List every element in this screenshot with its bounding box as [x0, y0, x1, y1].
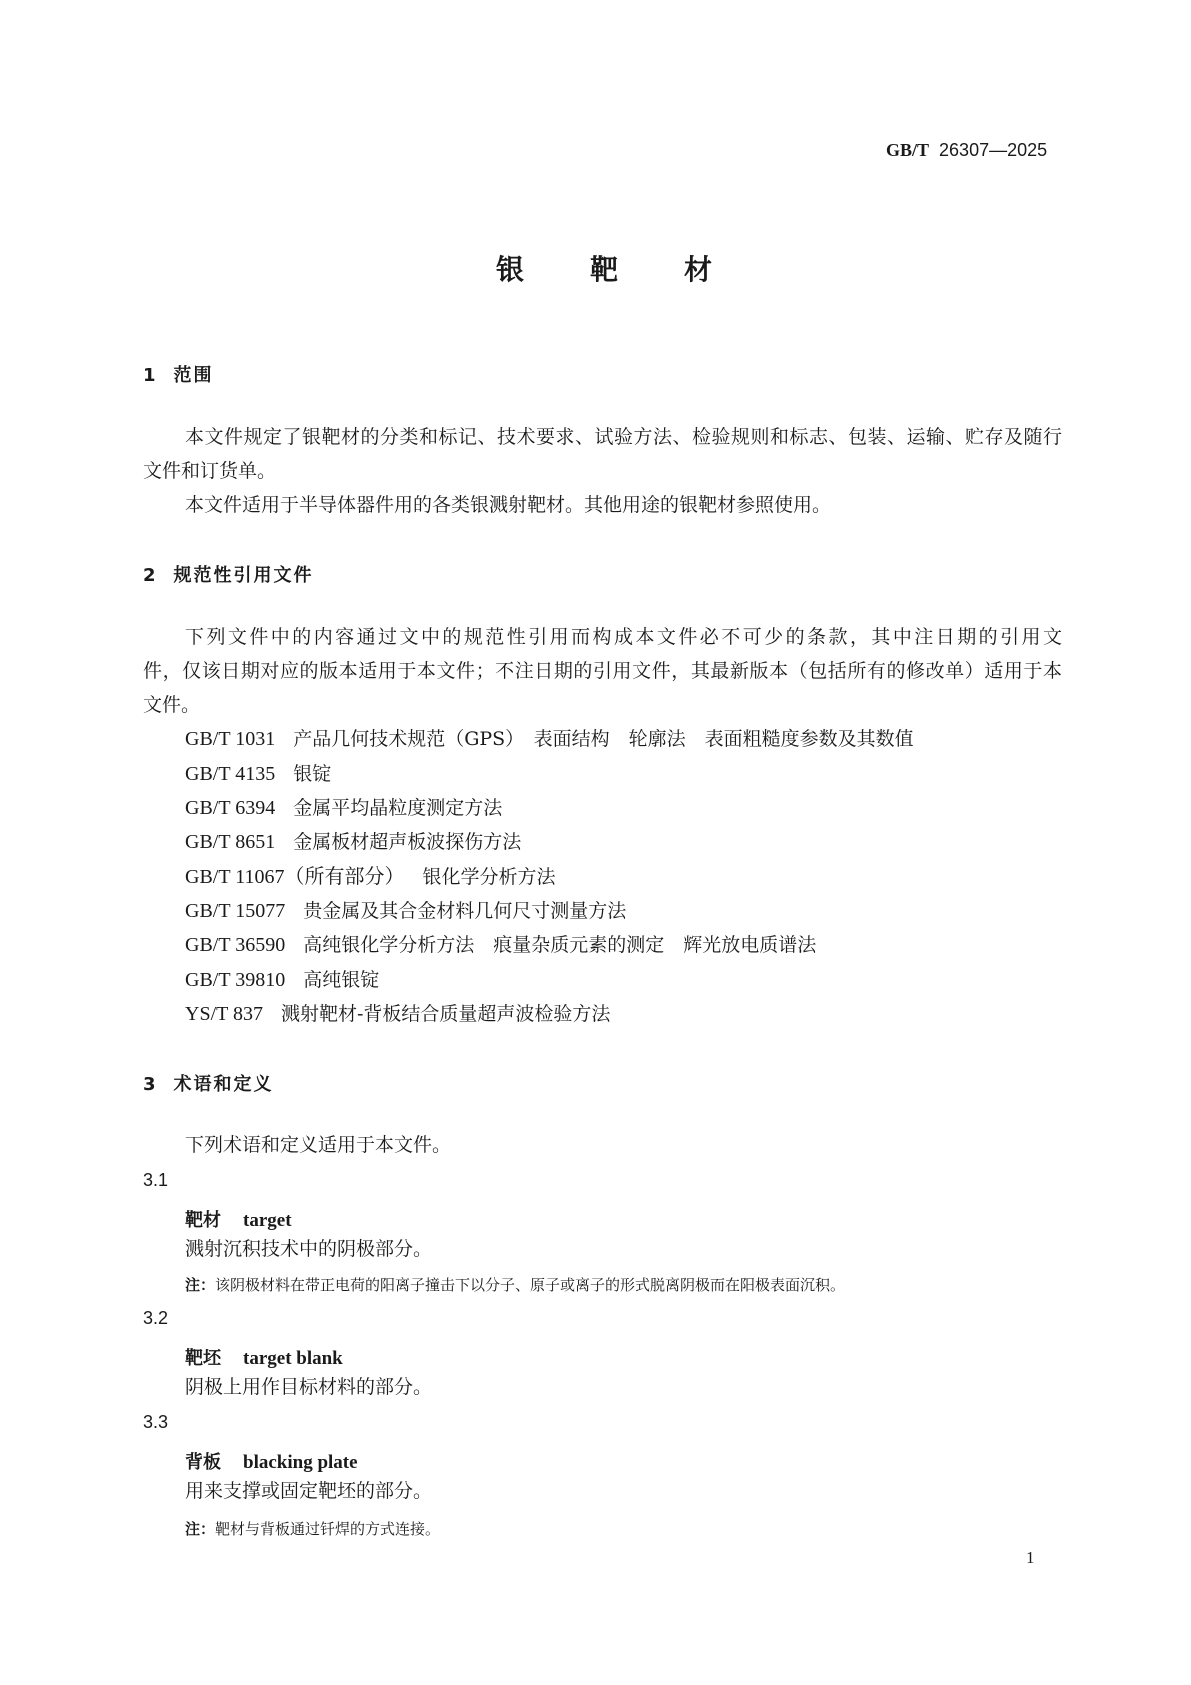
note-text: 该阴极材料在带正电荷的阳离子撞击下以分子、原子或离子的形式脱离阴极而在阳极表面沉积。	[215, 1276, 846, 1294]
paragraph-line: 下列术语和定义适用于本文件。	[185, 1134, 452, 1156]
reference-code: GB/T 6394	[185, 797, 276, 819]
term-definition: 阴极上用作目标材料的部分。	[185, 1376, 433, 1398]
reference-item	[185, 762, 331, 786]
term-note	[185, 1274, 845, 1295]
reference-code: GB/T 8651	[185, 831, 276, 853]
term-heading	[185, 1448, 358, 1474]
term-definition: 用来支撑或固定靶坯的部分。	[185, 1480, 433, 1502]
section-heading-normative-references	[143, 561, 314, 587]
reference-item	[185, 796, 502, 820]
reference-title: 金属板材超声板波探伤方法	[293, 831, 522, 853]
reference-item	[185, 933, 816, 957]
section-heading-terms	[143, 1070, 274, 1096]
reference-title: 高纯银锭	[303, 969, 380, 991]
paragraph-line: 本文件适用于半导体器件用的各类银溅射靶材。其他用途的银靶材参照使用。	[185, 494, 832, 516]
reference-code: YS/T 837	[185, 1003, 263, 1025]
reference-title: 金属平均晶粒度测定方法	[293, 797, 503, 819]
doc-title-char: 银	[496, 253, 525, 286]
paragraph-line: 下列文件中的内容通过文中的规范性引用而构成本文件必不可少的条款，其中注日期的引用文	[185, 626, 1062, 648]
page-number: 1	[1026, 1548, 1035, 1567]
reference-item	[185, 865, 555, 889]
reference-title: 产品几何技术规范（GPS） 表面结构 轮廓法 表面粗糙度参数及其数值	[293, 728, 914, 750]
section-number: 3	[143, 1074, 156, 1095]
reference-code: GB/T 4135	[185, 763, 276, 785]
reference-code: GB/T 36590	[185, 934, 286, 956]
reference-title: 溅射靶材-背板结合质量超声波检验方法	[280, 1003, 611, 1025]
term-number: 3.1	[143, 1170, 169, 1190]
term-definition: 溅射沉积技术中的阴极部分。	[185, 1238, 433, 1260]
note-label: 注：	[185, 1276, 216, 1294]
reference-code: GB/T 15077	[185, 900, 286, 922]
term-heading	[185, 1344, 343, 1370]
reference-item	[185, 727, 914, 751]
section-title: 范围	[173, 365, 214, 386]
reference-item	[185, 968, 379, 992]
term-zh: 靶材	[185, 1210, 221, 1231]
doc-title-char: 靶	[590, 253, 619, 286]
reference-item	[185, 830, 521, 854]
term-en: target	[243, 1210, 292, 1231]
paragraph-line: 文件和订货单。	[143, 460, 277, 482]
note-text: 靶材与背板通过钎焊的方式连接。	[215, 1520, 441, 1538]
paragraph-line: 文件。	[143, 694, 201, 716]
reference-title: 银化学分析方法	[422, 866, 556, 888]
term-en: target blank	[243, 1348, 343, 1369]
reference-code: GB/T 11067（所有部分）	[185, 866, 405, 888]
term-zh: 靶坯	[185, 1348, 221, 1369]
reference-title: 高纯银化学分析方法 痕量杂质元素的测定 辉光放电质谱法	[303, 934, 817, 956]
section-number: 2	[143, 565, 156, 586]
term-number: 3.2	[143, 1308, 169, 1328]
header-number: 26307—2025	[939, 140, 1048, 160]
reference-code: GB/T 1031	[185, 728, 276, 750]
doc-title-char: 材	[684, 253, 713, 286]
section-heading-scope	[143, 361, 214, 387]
reference-code: GB/T 39810	[185, 969, 286, 991]
term-zh: 背板	[185, 1452, 221, 1473]
term-note	[185, 1518, 440, 1539]
term-en: blacking plate	[243, 1452, 358, 1473]
header-prefix: GB/T	[886, 140, 930, 160]
reference-item	[185, 899, 626, 923]
reference-title: 贵金属及其合金材料几何尺寸测量方法	[303, 900, 627, 922]
section-number: 1	[143, 365, 156, 386]
term-number: 3.3	[143, 1412, 169, 1432]
standard-number-header	[886, 140, 1047, 161]
reference-item	[185, 1002, 610, 1026]
paragraph-line: 件，仅该日期对应的版本适用于本文件；不注日期的引用文件，其最新版本（包括所有的修改单）适用于本	[143, 660, 1062, 682]
paragraph-line: 本文件规定了银靶材的分类和标记、技术要求、试验方法、检验规则和标志、包装、运输、贮存及随行	[185, 426, 1062, 448]
reference-title: 银锭	[293, 763, 332, 785]
section-title: 术语和定义	[173, 1074, 274, 1095]
term-heading	[185, 1206, 292, 1232]
section-title: 规范性引用文件	[173, 565, 314, 586]
note-label: 注：	[185, 1520, 216, 1538]
